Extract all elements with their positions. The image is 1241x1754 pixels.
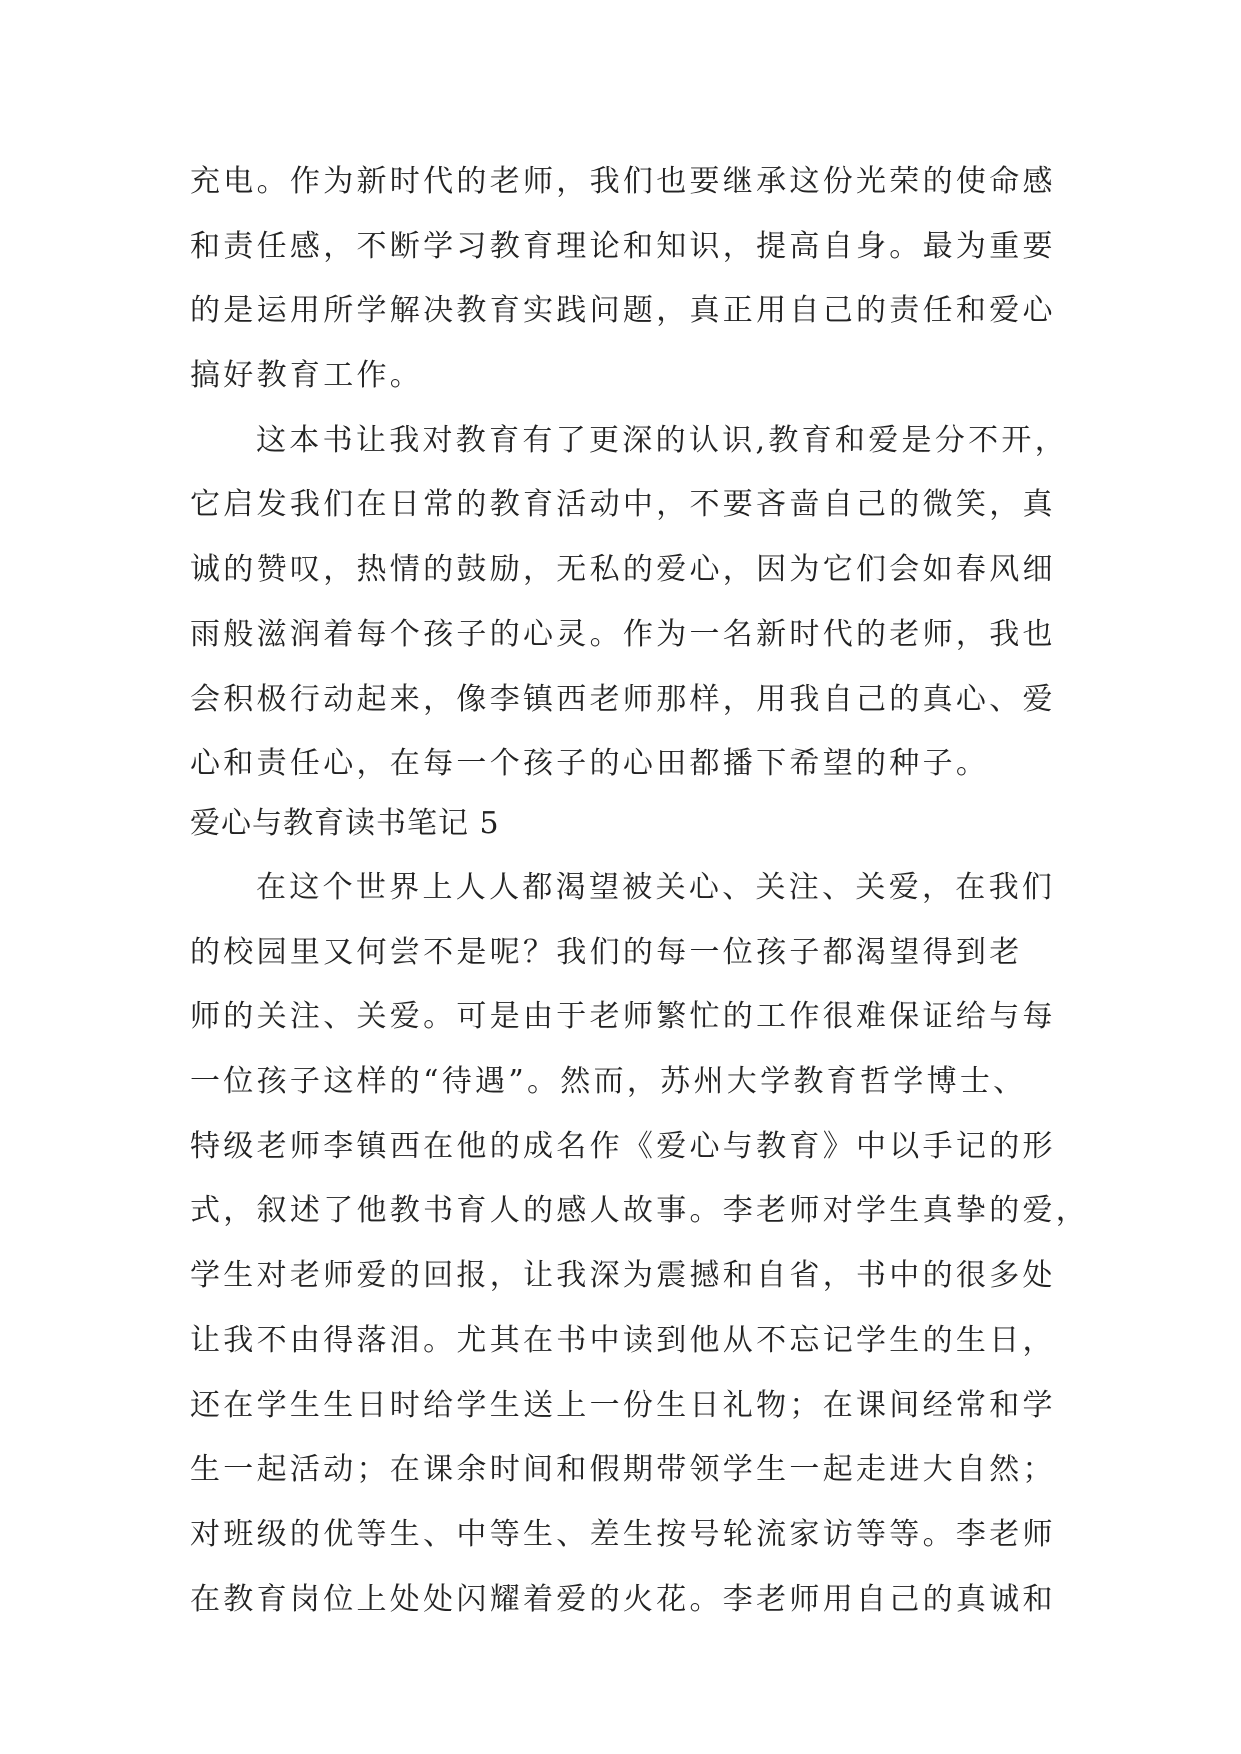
paragraph-3 [190,856,1090,1632]
paragraph-3-line: 师的关注、关爱。可是由于老师繁忙的工作很难保证给与每 [190,999,1056,1035]
paragraph-1-line: 搞好教育工作。 [190,358,424,394]
paragraph-3-line: 让我不由得落泪。尤其在书中读到他从不忘记学生的生日， [190,1322,1056,1358]
section-heading-block [190,792,1050,856]
paragraph-3-line: 一位孩子这样的“待遇”。然而，苏州大学教育哲学博士、 [190,1064,1027,1100]
section-heading: 爱心与教育读书笔记 5 [190,806,500,841]
paragraph-1-line: 的是运用所学解决教育实践问题，真正用自己的责任和爱心 [190,293,1056,329]
paragraph-1-line: 和责任感，不断学习教育理论和知识，提高自身。最为重要 [190,228,1056,264]
paragraph-3-line: 特级老师李镇西在他的成名作《爱心与教育》中以手记的形 [190,1128,1056,1164]
paragraph-3-line: 的校园里又何尝不是呢？我们的每一位孩子都渴望得到老 [190,934,1023,970]
paragraph-3-line: 在教育岗位上处处闪耀着爱的火花。李老师用自己的真诚和 [190,1581,1056,1617]
paragraph-3-line: 对班级的优等生、中等生、差生按号轮流家访等等。李老师 [190,1516,1056,1552]
paragraph-2-line: 心和责任心，在每一个孩子的心田都播下希望的种子。 [190,746,990,782]
paragraphs-top [190,150,1069,797]
paragraph-2-line: 它启发我们在日常的教育活动中，不要吝啬自己的微笑，真 [190,487,1056,523]
paragraph-2-line: 这本书让我对教育有了更深的认识,教育和爱是分不开， [256,422,1069,458]
paragraph-3-line: 在这个世界上人人都渴望被关心、关注、关爱，在我们 [256,870,1056,905]
paragraph-3-line: 还在学生生日时给学生送上一份生日礼物；在课间经常和学 [190,1387,1056,1423]
paragraph-2-line: 会积极行动起来，像李镇西老师那样，用我自己的真心、爱 [190,681,1056,717]
paragraph-1-line: 充电。作为新时代的老师，我们也要继承这份光荣的使命感 [190,164,1056,199]
paragraph-3-line: 式，叙述了他教书育人的感人故事。李老师对学生真挚的爱， [190,1193,1090,1229]
paragraph-2-line: 雨般滋润着每个孩子的心灵。作为一名新时代的老师，我也 [190,616,1056,652]
paragraph-2-line: 诚的赞叹，热情的鼓励，无私的爱心，因为它们会如春风细 [190,552,1056,588]
paragraph-3-line: 生一起活动；在课余时间和假期带领学生一起走进大自然； [190,1452,1056,1488]
paragraph-3-line: 学生对老师爱的回报，让我深为震撼和自省，书中的很多处 [190,1258,1056,1294]
